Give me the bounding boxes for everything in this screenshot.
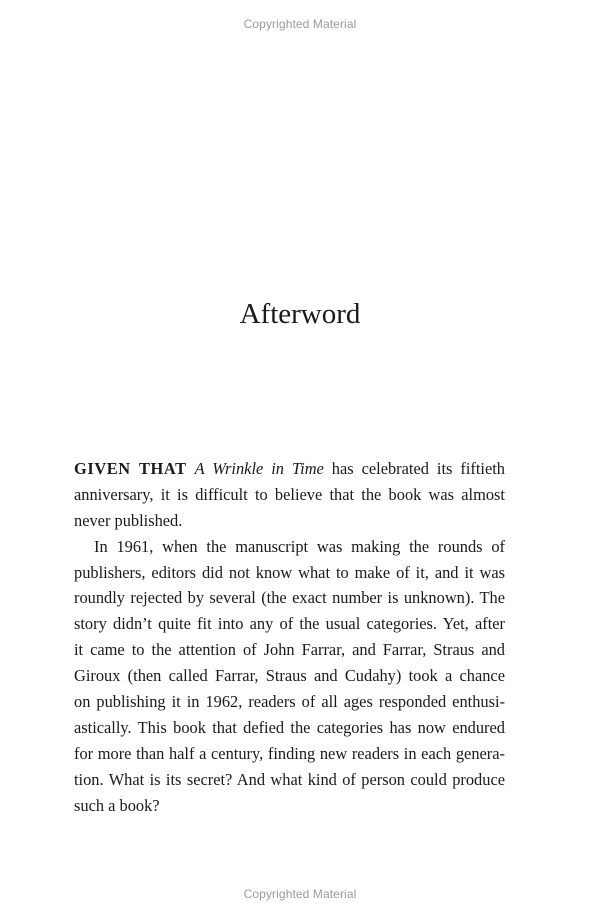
paragraph-2-line: roundly rejected by several (the exact number is unknown). The	[74, 588, 505, 608]
paragraph-2-line: story didn’t quite fit into any of the usual categories. Yet, after	[74, 614, 505, 634]
paragraph-1-line-2: anniversary, it is difficult to believe that the book was almost	[74, 484, 505, 504]
paragraph-2-line: on publishing it in 1962, readers of all ages responded enthusi-	[74, 692, 505, 712]
paragraph-2-line: publishers, editors did not know what to make of it, and it was	[74, 562, 505, 582]
paragraph-1-line-1	[74, 456, 505, 482]
paragraph-2-line: tion. What is its secret? And what kind of person could produce	[74, 769, 505, 789]
line-1-rest: has celebrated its fiftieth	[331, 459, 505, 478]
paragraph-2-line: Giroux (then called Farrar, Straus and Cudahy) took a chance	[74, 666, 505, 686]
paragraph-2-line: astically. This book that defied the categories has now endured	[74, 717, 505, 737]
body-text	[74, 456, 505, 818]
lead-in-small-caps: GIVEN THAT	[74, 459, 187, 478]
paragraph-2	[74, 534, 505, 819]
paragraph-2-line: such a book?	[74, 795, 160, 815]
paragraph-2-line: In 1961, when the manuscript was making the rounds of	[94, 536, 505, 556]
paragraph-2-line: it came to the attention of John Farrar, and Farrar, Straus and	[74, 640, 505, 660]
book-title-italic: A Wrinkle in Time	[194, 459, 324, 478]
paragraph-1	[74, 456, 505, 534]
copyright-watermark-bottom: Copyrighted Material	[243, 887, 357, 901]
paragraph-1-line-3: never published.	[74, 510, 183, 530]
paragraph-2-line: for more than half a century, finding new readers in each genera-	[74, 743, 505, 763]
chapter-title: Afterword	[239, 298, 361, 330]
copyright-watermark-top: Copyrighted Material	[243, 17, 357, 31]
